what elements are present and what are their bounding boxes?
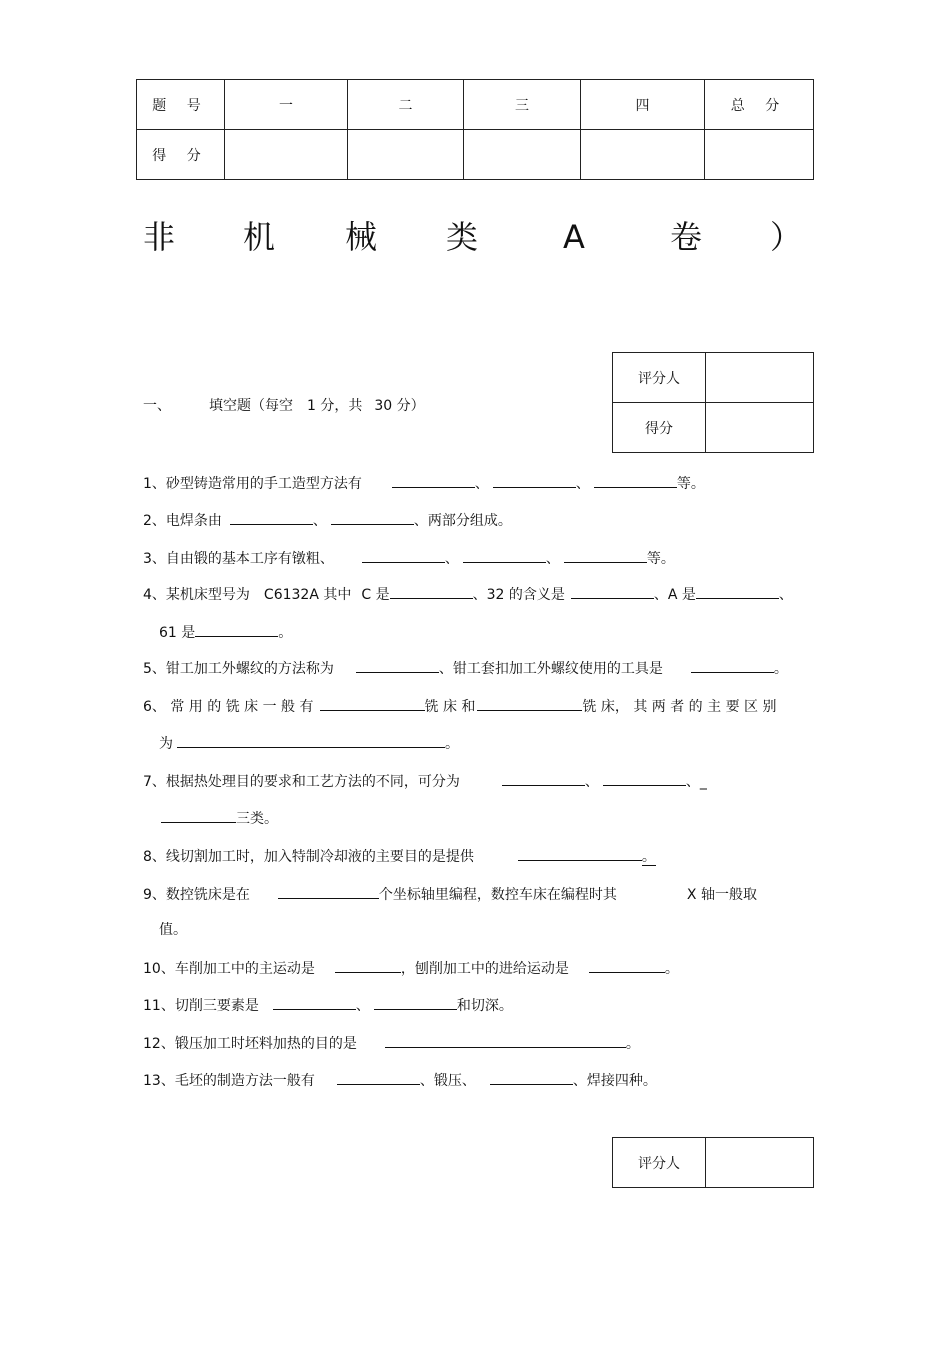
question-text: 、焊接四种。	[572, 1073, 657, 1089]
question-7	[143, 771, 707, 792]
question-text: 。	[664, 961, 679, 977]
question-11	[143, 995, 513, 1016]
question-text: 为	[159, 736, 173, 752]
question-text: 2、电焊条由	[143, 513, 222, 529]
column-header: 二	[348, 80, 464, 130]
section-heading	[143, 396, 425, 416]
answer-blank[interactable]	[320, 696, 425, 711]
answer-blank[interactable]	[477, 696, 582, 711]
answer-blank[interactable]	[331, 510, 414, 525]
title-char: 械	[345, 218, 378, 256]
question-text: 。	[773, 661, 788, 677]
answer-blank[interactable]	[564, 548, 647, 563]
question-text: 9、数控铣床是在	[143, 887, 250, 903]
separator: 、	[474, 476, 489, 492]
answer-blank[interactable]	[490, 1070, 573, 1085]
answer-blank[interactable]	[493, 473, 576, 488]
question-text: 。	[641, 849, 656, 865]
section-points: 1 分，共	[307, 398, 363, 414]
grader-label: 评分人	[613, 353, 706, 403]
answer-blank[interactable]	[161, 808, 236, 823]
score-cell	[581, 130, 705, 180]
question-2	[143, 510, 512, 531]
answer-blank[interactable]	[390, 584, 473, 599]
answer-blank[interactable]	[356, 658, 439, 673]
title-char: A	[563, 218, 585, 256]
answer-blank[interactable]	[696, 584, 779, 599]
answer-blank[interactable]	[374, 995, 457, 1010]
score-cell	[705, 130, 814, 180]
question-text: 等。	[676, 476, 705, 492]
question-text: 、32 的含义是	[472, 587, 565, 603]
answer-blank[interactable]	[502, 771, 585, 786]
separator: 、	[444, 551, 459, 567]
question-5	[143, 658, 788, 679]
answer-blank[interactable]	[589, 958, 665, 973]
grader-cell	[706, 353, 814, 403]
question-3	[143, 548, 675, 569]
answer-blank[interactable]	[362, 548, 445, 563]
grader-label: 评分人	[613, 1138, 706, 1188]
question-9-continued	[159, 920, 187, 940]
column-header: 一	[225, 80, 348, 130]
question-text: 、锻压、	[419, 1073, 476, 1089]
score-cell	[348, 130, 464, 180]
answer-blank[interactable]	[518, 846, 642, 861]
machine-model: C6132A 其中	[263, 587, 352, 603]
question-text: 3、自由锻的基本工序有镦粗、	[143, 551, 334, 567]
question-text: 、钳工套扣加工外螺纹使用的工具是	[438, 661, 663, 677]
question-text: 10、车削加工中的主运动是	[143, 961, 315, 977]
question-text: ，刨削加工中的进给运动是	[400, 961, 569, 977]
section-total: 30 分）	[374, 398, 425, 414]
question-number-label: 题 号	[137, 80, 225, 130]
grader-score-label: 得分	[613, 403, 706, 453]
answer-blank[interactable]	[273, 995, 356, 1010]
title-char: 卷	[670, 218, 703, 256]
question-text: 等。	[646, 551, 675, 567]
answer-blank[interactable]	[230, 510, 313, 525]
answer-blank[interactable]	[691, 658, 774, 673]
column-header: 四	[581, 80, 705, 130]
question-text: 4、某机床型号为	[143, 587, 250, 603]
answer-blank[interactable]	[195, 622, 278, 637]
question-6-continued	[159, 733, 459, 754]
question-text: 个坐标轴里编程，数控车床在编程时其	[378, 887, 617, 903]
question-text: 、A 是	[653, 587, 696, 603]
answer-blank[interactable]	[385, 1033, 626, 1048]
question-1	[143, 473, 705, 494]
score-cell	[464, 130, 581, 180]
question-text: 。	[625, 1036, 640, 1052]
question-text: 5、钳工加工外螺纹的方法称为	[143, 661, 334, 677]
separator: 、	[778, 587, 793, 603]
question-text: 铣 床 和	[424, 699, 476, 715]
total-header: 总 分	[705, 80, 814, 130]
grader-box-2	[612, 1137, 814, 1188]
question-4	[143, 584, 793, 605]
question-text: 12、锻压加工时坯料加热的目的是	[143, 1036, 357, 1052]
question-text: 三类。	[236, 811, 278, 827]
question-text: 7、根据热处理目的要求和工艺方法的不同，可分为	[143, 774, 460, 790]
question-10	[143, 958, 679, 979]
question-text: 13、毛坯的制造方法一般有	[143, 1073, 315, 1089]
question-text: 值。	[159, 922, 187, 938]
separator: 、	[575, 476, 590, 492]
separator: 、	[312, 513, 327, 529]
answer-blank[interactable]	[463, 548, 546, 563]
question-text: C 是	[361, 587, 390, 603]
question-4-continued	[159, 622, 292, 643]
question-text: 、两部分组成。	[413, 513, 512, 529]
question-12	[143, 1033, 640, 1054]
answer-blank[interactable]	[278, 884, 379, 899]
separator: 、	[545, 551, 560, 567]
title-char: 非	[143, 218, 176, 256]
question-text: X 轴一般取	[686, 887, 757, 903]
answer-blank[interactable]	[177, 733, 445, 748]
separator: 、_	[685, 774, 707, 790]
grader-score-cell	[706, 403, 814, 453]
score-cell	[225, 130, 348, 180]
question-text: 6、 常 用 的 铣 床 一 般 有	[143, 699, 314, 715]
separator: 、	[355, 998, 370, 1014]
question-text: 1、砂型铸造常用的手工造型方法有	[143, 476, 362, 492]
section-number: 一、	[143, 398, 171, 414]
answer-blank[interactable]	[571, 584, 654, 599]
title-char: 机	[243, 218, 276, 256]
question-text: 。	[445, 736, 459, 752]
answer-blank[interactable]	[392, 473, 475, 488]
grader-cell	[706, 1138, 814, 1188]
question-9	[143, 884, 757, 905]
question-8	[143, 846, 656, 867]
separator: 、	[584, 774, 599, 790]
question-text: 。	[278, 625, 293, 641]
answer-blank[interactable]	[594, 473, 677, 488]
score-row-label: 得 分	[137, 130, 225, 180]
question-6	[143, 696, 776, 717]
question-text: 11、切削三要素是	[143, 998, 259, 1014]
answer-blank[interactable]	[337, 1070, 420, 1085]
score-table	[136, 79, 814, 180]
question-7-continued	[161, 808, 278, 829]
answer-blank[interactable]	[335, 958, 401, 973]
section-title: 填空题（每空	[209, 398, 293, 414]
grader-box	[612, 352, 814, 453]
question-13	[143, 1070, 657, 1091]
question-text: 铣 床， 其 两 者 的 主 要 区 别	[582, 699, 777, 715]
title-char: ）	[770, 218, 803, 256]
question-text: 8、线切割加工时，加入特制冷却液的主要目的是提供	[143, 849, 474, 865]
column-header: 三	[464, 80, 581, 130]
question-text: 和切深。	[456, 998, 513, 1014]
title-char: 类	[446, 218, 479, 256]
answer-blank[interactable]	[603, 771, 686, 786]
question-text: 61 是	[159, 625, 196, 641]
